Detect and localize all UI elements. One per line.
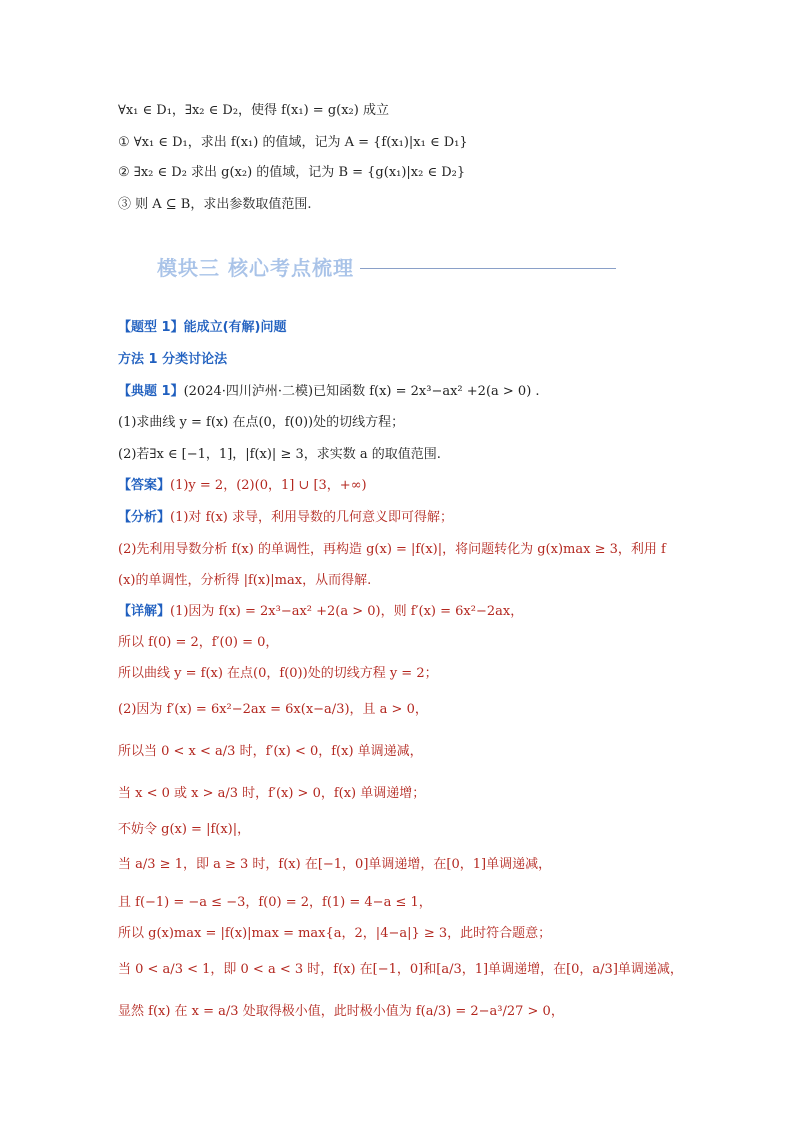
- detail-tag: 【详解】: [118, 604, 171, 619]
- detail-line-4: (2)因为 f′(x) = 6x²−2ax = 6x(x−a/3)，且 a > 0，: [118, 702, 428, 717]
- detail-line-1: [118, 602, 523, 622]
- answer-tag: 【答案】: [118, 478, 171, 493]
- detail-line-7: 不妨令 g(x) = |f(x)|，: [118, 822, 251, 837]
- analysis-line-2: (2)先利用导数分析 f(x) 的单调性，再构造 g(x) = |f(x)|，将问题转化为 g(x)max ≥ 3，利用 f: [118, 542, 666, 557]
- intro-line-3: ② ∃x₂ ∈ D₂ 求出 g(x₂) 的值域，记为 B = {g(x₁)|x₂ ∈ D₂}: [118, 165, 466, 180]
- analysis-line-3: (x)的单调性，分析得 |f(x)|max，从而得解.: [118, 573, 372, 588]
- detail-line-2: 所以 f(0) = 2，f′(0) = 0，: [118, 635, 279, 650]
- section-heading: [157, 252, 616, 281]
- detail-line-9: 且 f(−1) = −a ≤ −3，f(0) = 2，f(1) = 4−a ≤ 1，: [118, 895, 432, 910]
- intro-line-1: ∀x₁ ∈ D₁，∃x₂ ∈ D₂，使得 f(x₁) = g(x₂) 成立: [118, 103, 389, 118]
- answer-text: (1)y = 2，(2)(0，1] ∪ [3，+∞): [170, 478, 367, 493]
- detail-line-10: 所以 g(x)max = |f(x)|max = max{a，2，|4−a|} ≥ 3，此时符合题意；: [118, 926, 552, 941]
- detail-line-12: 显然 f(x) 在 x = a/3 处取得极小值，此时极小值为 f(a/3) = 2−a³/27 > 0，: [118, 1004, 564, 1019]
- example-stem-line: [118, 382, 540, 402]
- answer-line: [118, 476, 367, 496]
- detail-line-8: 当 a/3 ≥ 1，即 a ≥ 3 时，f(x) 在[−1，0]单调递增，在[0，1]单调递减，: [118, 857, 552, 872]
- detail-line-3: 所以曲线 y = f(x) 在点(0，f(0))处的切线方程 y = 2；: [118, 666, 438, 681]
- intro-line-2: ① ∀x₁ ∈ D₁，求出 f(x₁) 的值域，记为 A = {f(x₁)|x₁ ∈ D₁}: [118, 135, 468, 150]
- intro-line-4: ③ 则 A ⊆ B，求出参数取值范围.: [118, 197, 312, 212]
- analysis-tag: 【分析】: [118, 510, 171, 525]
- section-title: 模块三 核心考点梳理: [157, 256, 354, 280]
- detail-line-6: 当 x < 0 或 x > a/3 时，f′(x) > 0，f(x) 单调递增；: [118, 786, 426, 801]
- heading-divider: [360, 268, 616, 269]
- analysis-text-1: (1)对 f(x) 求导，利用导数的几何意义即可得解；: [170, 510, 453, 525]
- method-title: 方法 1 分类讨论法: [118, 352, 228, 367]
- detail-text-1: (1)因为 f(x) = 2x³−ax² +2(a > 0)，则 f′(x) = 6x²−2ax，: [170, 604, 524, 619]
- detail-line-5: 所以当 0 < x < a/3 时，f′(x) < 0，f(x) 单调递减，: [118, 744, 423, 759]
- example-stem: (2024·四川泸州·二模)已知函数 f(x) = 2x³−ax² +2(a > 0) .: [183, 384, 540, 399]
- example-q1: (1)求曲线 y = f(x) 在点(0，f(0))处的切线方程；: [118, 415, 405, 430]
- detail-line-11: 当 0 < a/3 < 1，即 0 < a < 3 时，f(x) 在[−1，0]和[a/3，1]单调递增，在[0，a/3]单调递减，: [118, 962, 683, 977]
- example-q2: (2)若∃x ∈ [−1，1]，|f(x)| ≥ 3，求实数 a 的取值范围.: [118, 447, 441, 462]
- analysis-line-1: [118, 508, 453, 528]
- example-tag: 【典题 1】: [118, 384, 184, 399]
- question-type-title: 【题型 1】能成立(有解)问题: [118, 320, 287, 335]
